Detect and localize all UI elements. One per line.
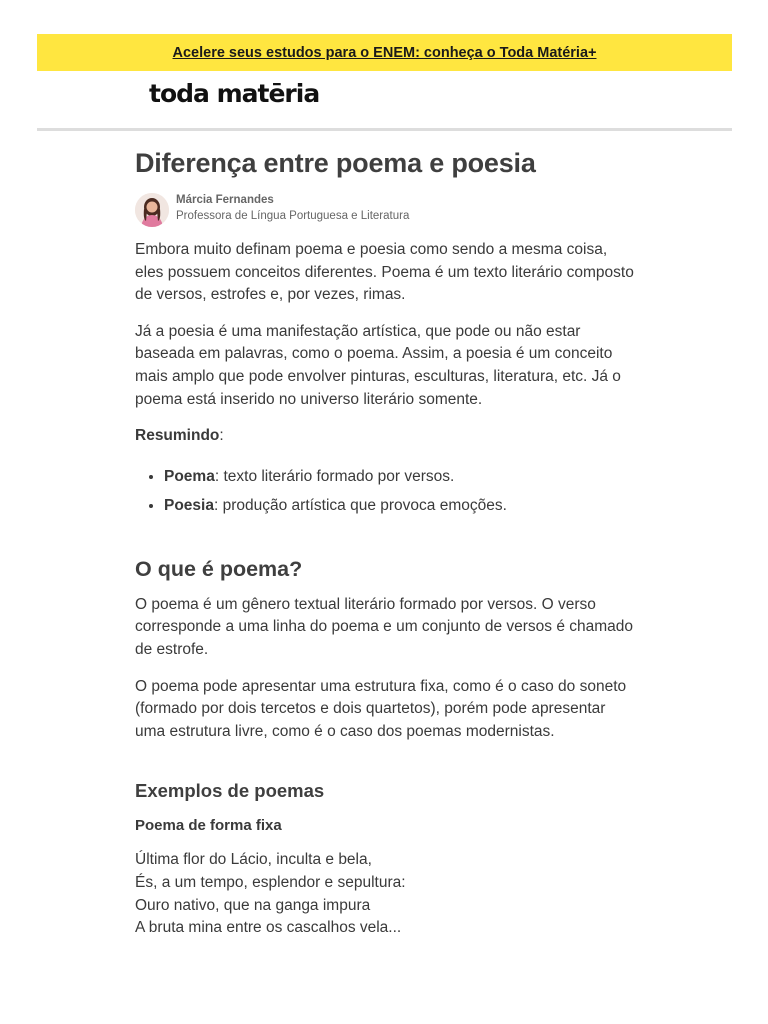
author-avatar-icon [135,193,169,227]
author-name[interactable]: Márcia Fernandes [176,194,274,206]
summary-label-text: Resumindo [135,427,220,445]
intro-paragraph: Embora muito definam poema e poesia como sendo a mesma coisa, eles possuem conceitos diferentes. Poema é um texto literário composto de versos, estrofes e, por vezes, rimas. [135,241,634,304]
examples-heading: Exemplos de poemas [135,780,325,802]
section-paragraph: O poema é um gênero textual literário formado por versos. O verso corresponde a uma linha do poema e um conjunto de versos é chamado de estrofe. [135,595,634,658]
summary-desc: : produção artística que provoca emoções. [213,496,507,514]
promo-link[interactable]: Acelere seus estudos para o ENEM: conheça o Toda Matéria+ [172,44,597,61]
poem-line: Ouro nativo, que na ganga impura [135,896,371,914]
poem-line: Última flor do Lácio, inculta e bela, [135,851,372,869]
summary-term: Poesia [164,496,214,514]
site-header [37,71,732,131]
poem-line: A bruta mina entre os cascalhos vela... [135,919,402,937]
site-logo[interactable]: toda matēria [149,79,320,108]
fixed-form-heading: Poema de forma fixa [135,817,282,835]
author-info [135,191,635,231]
poesia-paragraph: Já a poesia é uma manifestação artística, que pode ou não estar baseada em palavras, como o poema. Assim, a poesia é um conceito mais amplo que pode envolver pinturas, esculturas, literatura, etc. Já o poema está inserido no universo literário somente. [135,322,621,408]
summary-label [135,425,635,448]
author-avatar[interactable] [135,193,169,227]
poem-excerpt [135,849,635,939]
poem-line: És, a um tempo, esplendor e sepultura: [135,873,406,891]
summary-list [135,466,635,517]
promo-banner [37,34,732,71]
section-paragraph: O poema pode apresentar uma estrutura fixa, como é o caso do soneto (formado por dois tercetos e dois quartetos), porém pode apresentar uma estrutura livre, como é o caso dos poemas modernistas. [135,677,627,740]
summary-desc: : texto literário formado por versos. [214,467,455,485]
summary-item-poema [164,466,635,488]
summary-term: Poema [164,467,215,485]
author-role: Professora de Língua Portuguesa e Literatura [176,210,410,222]
section-heading: O que é poema? [135,556,303,581]
article-title: Diferença entre poema e poesia [135,148,536,178]
summary-label-colon: : [219,427,224,445]
article [135,145,635,940]
summary-item-poesia [164,495,635,517]
